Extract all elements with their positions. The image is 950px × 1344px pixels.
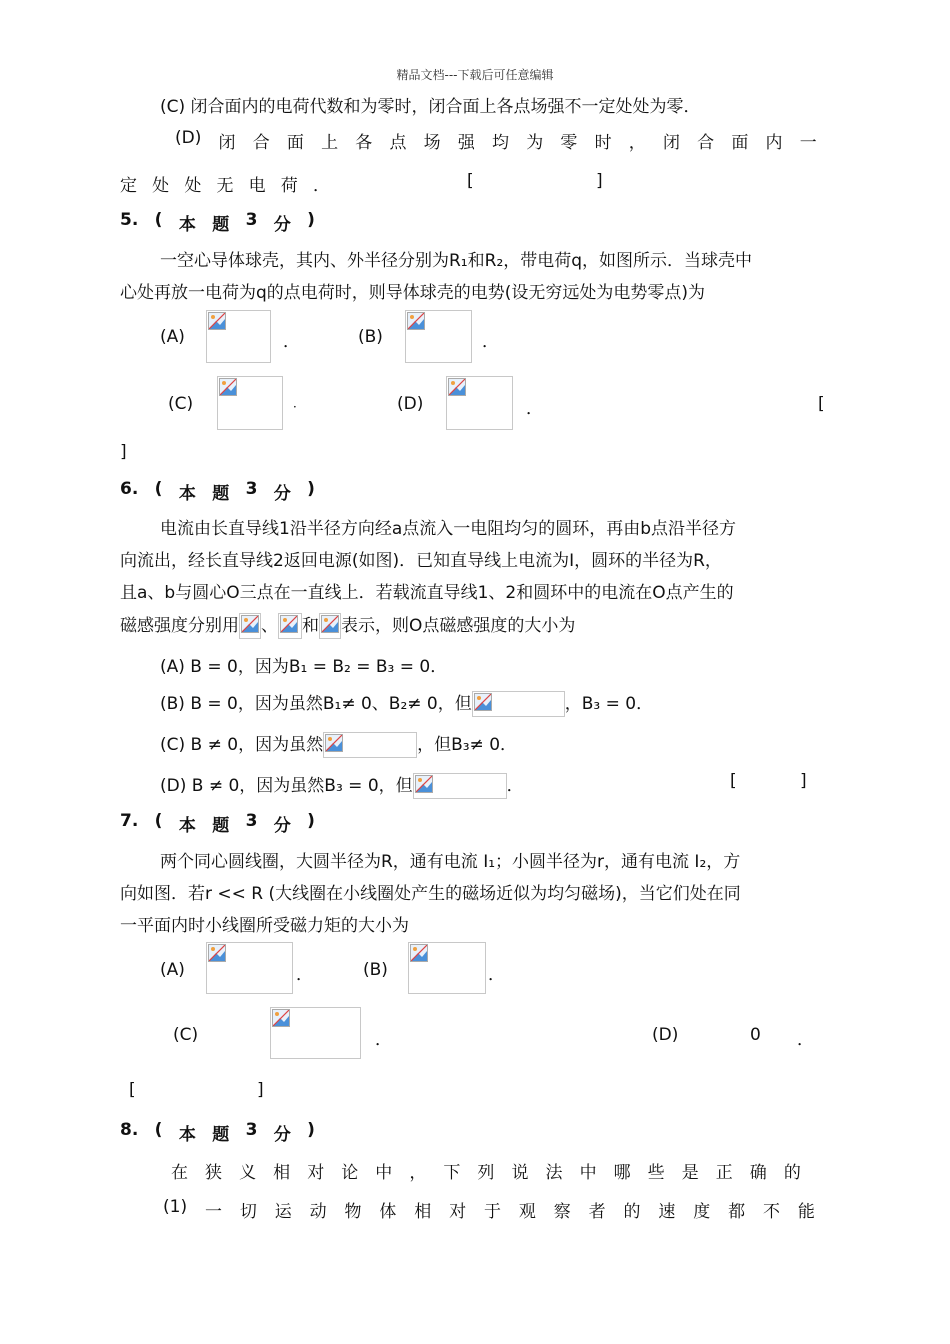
q4-option-d-line1-char: 面 [731,133,749,153]
q6-option-c-formula-image [323,732,417,758]
b2-symbol-image [278,613,302,639]
q8-stem-line2-char: (1) [163,1197,188,1217]
q7-answer-bracket-close: ] [257,1080,264,1100]
q7-stem-line3: 一平面内时小线圈所受磁力矩的大小为 [120,916,409,936]
broken-image-icon [208,312,226,330]
q6-title-char: 6. [120,479,139,499]
q5-option-d-formula-image [446,376,513,430]
q4-option-d-line1-char: ， [628,133,646,153]
q8-stem-line2-char: 都 [728,1202,746,1222]
q8-stem-line1-char: 相 [273,1163,291,1183]
q5-title-char: 本 [178,215,196,235]
q8-stem-line2-char: 体 [379,1202,397,1222]
q6-option-c-text-end: ，但B₃≠ 0． [417,735,518,755]
q6-option-b-formula-image [472,691,565,717]
q8-stem-line2-char: 者 [588,1202,606,1222]
page-header: 精品文档---下载后可任意编辑 [396,68,554,82]
q5-option-a-label: (A) [160,327,185,347]
q7-title-char: 题 [212,816,230,836]
b3-symbol-image [319,613,341,639]
q8-stem-line1-char: 论 [341,1163,359,1183]
q7-option-b-dot: ． [488,965,505,985]
q4-option-d-line2-char: 无 [216,176,234,196]
q6-answer-bracket-close: ] [800,771,807,791]
q5-stem-line1: 一空心导体球壳，其内、外半径分别为R₁和R₂，带电荷q，如图所示．当球壳中 [160,251,753,271]
q4-option-d-line2-char: 处 [184,176,202,196]
q4-option-d-line2-char: 处 [152,176,170,196]
q5-answer-bracket-open: [ [818,394,825,414]
q5-option-d-label: (D) [397,394,424,414]
q4-option-d-line2-char: 荷 [280,176,298,196]
q7-title-char: ) [307,811,315,831]
q7-title-char: 7. [120,811,139,831]
q8-stem-line1-char: 法 [545,1163,563,1183]
q7-option-a-formula-image [206,942,293,994]
q7-option-c-dot: ． [375,1030,392,1050]
q8-stem-line2-char: 相 [414,1202,432,1222]
q4-option-d-line1-char: 时 [594,133,612,153]
q5-option-a-formula-image [206,310,271,363]
q8-stem-line1-char: 对 [307,1163,325,1183]
q8-stem-line1-char: 狭 [205,1163,223,1183]
q4-option-d-line2-char: ． [312,176,330,196]
broken-image-icon [241,615,259,633]
q8-title-char: 分 [273,1125,291,1145]
q8-stem-line1-char: 确 [749,1163,767,1183]
q5-title-char: 题 [212,215,230,235]
q4-option-d-line1 [175,128,817,153]
q8-stem-line2-char: 对 [449,1202,467,1222]
broken-image-icon [208,944,226,962]
broken-image-icon [407,312,425,330]
q6-title-char: ( [154,479,163,499]
q8-stem-line1-char: 是 [681,1163,699,1183]
q6-stem-line2: 向流出，经长直导线2返回电源(如图)．已知直导线上电流为I，圆环的半径为R， [120,551,722,571]
q6-stem-line3: 且a、b与圆心O三点在一直线上．若载流直导线1、2和圆环中的电流在O点产生的 [120,583,734,603]
q4-option-d-line2-char: 电 [248,176,266,196]
q4-answer-bracket-close: ] [596,171,603,191]
q8-title-char: 题 [212,1125,230,1145]
q7-title-char: 本 [178,816,196,836]
q4-option-d-line1-char: 一 [799,133,817,153]
broken-image-icon [410,944,428,962]
q6-stem-separator-2: 和 [302,616,319,636]
q8-stem-line1-char: 在 [171,1163,188,1183]
q8-title [120,1120,315,1145]
q6-option-d-text-end: ． [506,776,524,796]
q8-stem-line1-char: 的 [783,1163,801,1183]
q7-option-a-label: (A) [160,960,185,980]
broken-image-icon [219,378,237,396]
q6-option-d [160,771,524,799]
q7-option-b-label: (B) [363,960,388,980]
b1-symbol-image [239,613,261,639]
q6-option-c [160,730,517,758]
q5-option-c-label: (C) [168,394,194,414]
q4-option-d-line1-char: 闭 [218,133,236,153]
q7-title-char: 分 [273,816,291,836]
q5-option-d-dot: ． [526,399,543,419]
q6-title-char: ) [307,479,315,499]
q4-option-d-line1-char: 合 [697,133,715,153]
q6-option-a: (A) B = 0，因为B₁ = B₂ = B₃ = 0． [160,657,448,677]
q8-stem-line1-char: ， [409,1163,427,1183]
q6-title-char: 分 [273,484,291,504]
q8-stem-line2-char: 能 [797,1202,815,1222]
q4-option-d-line1-char: (D) [175,128,202,148]
q7-title [120,811,315,836]
q5-option-c-dot: ． [293,396,306,410]
q6-stem-separator-1: 、 [261,616,278,636]
q6-option-d-formula-image [413,773,507,799]
q8-stem-line2-char: 一 [204,1202,222,1222]
q5-stem-line2: 心处再放一电荷为q的点电荷时，则导体球壳的电势(设无穷远处为电势零点)为 [120,283,706,303]
q8-stem-line2-char: 物 [344,1202,362,1222]
q4-option-d-line2-char: 定 [120,176,137,196]
q4-answer-bracket-open: [ [467,171,474,191]
q8-stem-line2-char: 察 [553,1202,571,1222]
broken-image-icon [280,615,298,633]
q5-title-char: ) [307,210,315,230]
q8-stem-line2-char: 观 [518,1202,536,1222]
q8-stem-line1-char: 哪 [613,1163,631,1183]
q8-stem-line2-char: 运 [274,1202,292,1222]
q6-option-b-text-end: ，B₃ = 0． [564,694,654,714]
q4-option-d-line1-char: 上 [321,133,339,153]
q4-option-d-line1-char: 合 [252,133,270,153]
broken-image-icon [415,775,433,793]
q6-stem-line4-end: 表示，则O点磁感强度的大小为 [341,616,576,636]
q6-title-char: 本 [178,484,196,504]
q6-option-b [160,689,653,717]
q4-option-d-line1-char: 场 [423,133,441,153]
q6-stem-line1: 电流由长直导线1沿半径方向经a点流入一电阻均匀的圆环，再由b点沿半径方 [160,519,737,539]
broken-image-icon [448,378,466,396]
q8-stem-line1-char: 正 [715,1163,733,1183]
q5-title-char: 3 [245,210,258,230]
q5-title-char: ( [154,210,163,230]
q5-title [120,210,315,235]
q4-option-d-line1-char: 点 [389,133,407,153]
q4-option-d-line1-char: 闭 [662,133,680,153]
q6-option-d-text: (D) B ≠ 0，因为虽然B₃ = 0，但 [160,776,413,796]
q7-stem-line2: 向如图．若r << R (大线圈在小线圈处产生的磁场近似为均匀磁场)，当它们处在同 [120,884,741,904]
broken-image-icon [321,615,339,633]
q8-stem-line2-char: 不 [762,1202,780,1222]
q4-option-d-line1-char: 内 [765,133,783,153]
broken-image-icon [474,693,492,711]
q5-option-a-dot: ． [283,332,300,352]
q4-option-d-line1-char: 零 [560,133,578,153]
q5-title-char: 分 [273,215,291,235]
q8-title-char: 3 [245,1120,258,1140]
q4-option-d-line1-char: 各 [355,133,373,153]
q6-title-char: 3 [245,479,258,499]
q8-stem-line2-char: 速 [658,1202,676,1222]
q7-option-a-dot: ． [296,965,313,985]
q8-stem-line2-char: 于 [483,1202,501,1222]
q7-option-d-value: 0 [750,1025,761,1045]
q8-stem-line1-char: 中 [375,1163,393,1183]
q6-stem-line4 [120,611,575,639]
q5-option-b-formula-image [405,310,472,363]
q8-title-char: ( [154,1120,163,1140]
q4-option-d-line2 [120,171,330,196]
q5-answer-bracket-close: ] [120,442,127,462]
q6-answer-bracket-open: [ [730,771,737,791]
q8-title-char: 8. [120,1120,139,1140]
q6-title [120,479,315,504]
q6-option-c-text: (C) B ≠ 0，因为虽然 [160,735,324,755]
q7-stem-line1: 两个同心圆线圈，大圆半径为R，通有电流 I₁；小圆半径为r，通有电流 I₂，方 [160,852,741,872]
q8-stem-line1 [171,1158,801,1183]
q8-stem-line2 [163,1197,815,1222]
q4-option-d-line1-char: 为 [526,133,544,153]
q7-title-char: 3 [245,811,258,831]
q7-option-c-label: (C) [173,1025,199,1045]
q8-stem-line2-char: 动 [309,1202,327,1222]
q8-stem-line1-char: 下 [443,1163,461,1183]
q7-title-char: ( [154,811,163,831]
q7-option-c-formula-image [270,1007,361,1059]
q4-option-d-line1-char: 强 [457,133,475,153]
q7-option-d-label: (D) [652,1025,679,1045]
q4-option-d-line1-char: 均 [492,133,510,153]
q6-title-char: 题 [212,484,230,504]
q8-stem-line2-char: 的 [623,1202,641,1222]
q5-option-b-label: (B) [358,327,383,347]
q6-stem-line4-start: 磁感强度分别用 [120,616,239,636]
q8-title-char: 本 [178,1125,196,1145]
q5-option-b-dot: ． [482,332,499,352]
q5-title-char: 5. [120,210,139,230]
q7-option-b-formula-image [408,942,486,994]
q8-stem-line1-char: 中 [579,1163,597,1183]
broken-image-icon [272,1009,290,1027]
q5-option-c-formula-image [217,376,283,430]
q8-title-char: ) [307,1120,315,1140]
q8-stem-line1-char: 列 [477,1163,495,1183]
q8-stem-line2-char: 切 [239,1202,257,1222]
q8-stem-line2-char: 度 [693,1202,711,1222]
q4-option-c: (C) 闭合面内的电荷代数和为零时，闭合面上各点场强不一定处处为零． [160,97,701,117]
broken-image-icon [325,734,343,752]
q8-stem-line1-char: 些 [647,1163,665,1183]
q6-option-b-text: (B) B = 0，因为虽然B₁≠ 0、B₂≠ 0，但 [160,694,472,714]
q8-stem-line1-char: 说 [511,1163,529,1183]
q4-option-d-line1-char: 面 [286,133,304,153]
q7-answer-bracket-open: [ [129,1080,136,1100]
q7-option-d-dot: ． [797,1030,814,1050]
q8-stem-line1-char: 义 [239,1163,257,1183]
